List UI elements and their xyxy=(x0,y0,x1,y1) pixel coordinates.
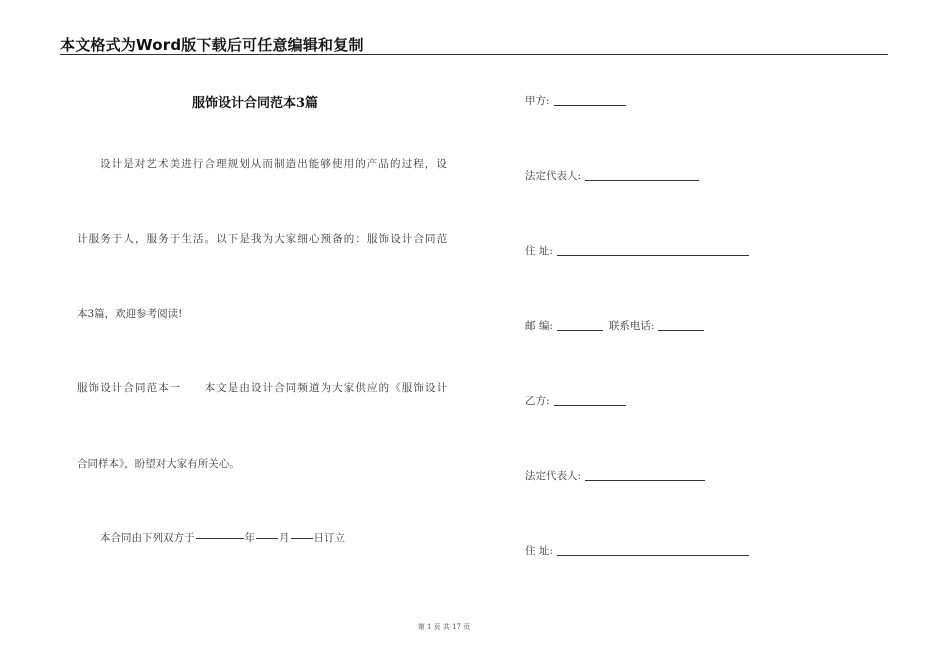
party-b-blank xyxy=(554,404,626,406)
month-blank xyxy=(256,537,278,539)
body-paragraph-line: 本3篇，欢迎参考阅读! xyxy=(77,308,183,320)
phone-blank xyxy=(658,329,704,331)
party-a-blank xyxy=(554,104,626,106)
year-blank xyxy=(196,537,244,539)
agreement-day-suffix: 日订立 xyxy=(313,532,345,544)
agreement-year: 年 xyxy=(244,532,255,544)
address-a-label: 住 址: xyxy=(525,245,553,257)
header-divider xyxy=(60,54,888,55)
contact-field xyxy=(525,318,704,333)
body-paragraph-line: 计服务于人，服务于生活。以下是我为大家细心预备的：服饰设计合同范 xyxy=(77,233,449,245)
address-a-field xyxy=(525,243,749,258)
legal-rep-b-label: 法定代表人: xyxy=(525,470,582,482)
legal-rep-b-field xyxy=(525,468,705,483)
legal-rep-a-label: 法定代表人: xyxy=(525,170,582,182)
address-b-field xyxy=(525,543,749,558)
agreement-month: 月 xyxy=(279,532,290,544)
legal-rep-b-blank xyxy=(585,479,705,481)
party-b-label: 乙方: xyxy=(525,395,550,407)
phone-label: 联系电话: xyxy=(608,320,655,332)
agreement-prefix: 本合同由下列双方于 xyxy=(100,532,195,544)
legal-rep-a-blank xyxy=(585,179,699,181)
address-b-label: 住 址: xyxy=(525,545,553,557)
document-header-banner: 本文格式为Word版下载后可任意编辑和复制 xyxy=(60,36,364,54)
party-a-label: 甲方: xyxy=(525,95,550,107)
postcode-label: 邮 编: xyxy=(525,320,553,332)
body-paragraph-line: 服饰设计合同范本一 本文是由设计合同频道为大家供应的《服饰设计 xyxy=(77,382,449,394)
body-paragraph-line: 设计是对艺术美进行合理规划从而制造出能够使用的产品的过程，设 xyxy=(100,158,448,170)
day-blank xyxy=(291,537,313,539)
party-b-field xyxy=(525,393,626,408)
address-b-blank xyxy=(557,554,749,556)
agreement-date-line xyxy=(100,530,345,545)
document-title: 服饰设计合同范本3篇 xyxy=(192,96,319,111)
party-a-field xyxy=(525,93,626,108)
body-paragraph-line: 合同样本》，盼望对大家有所关心。 xyxy=(77,458,240,470)
address-a-blank xyxy=(557,254,749,256)
postcode-blank xyxy=(557,329,603,331)
legal-rep-a-field xyxy=(525,168,699,183)
page-number-footer: 第 1 页 共 17 页 xyxy=(417,623,471,631)
